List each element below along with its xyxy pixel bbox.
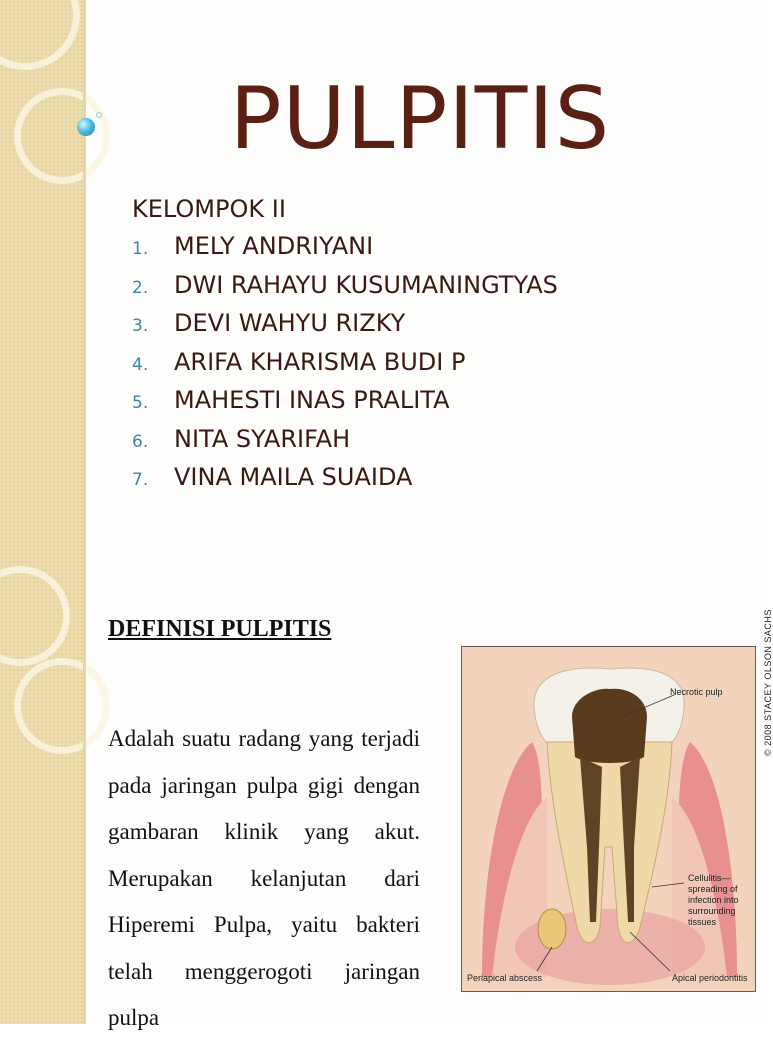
list-item: [126, 348, 558, 387]
list-item: [126, 463, 558, 502]
member-name: NITA SYARIFAH: [174, 424, 351, 453]
definition-slide: [0, 576, 768, 1030]
list-number: 6.: [132, 431, 149, 452]
member-name: MELY ANDRIYANI: [174, 232, 374, 260]
list-item: [126, 386, 558, 425]
list-item: [126, 425, 558, 464]
member-name: ARIFA KHARISMA BUDI P: [174, 347, 466, 376]
decorative-ring: [0, 0, 80, 70]
list-item: [126, 271, 558, 310]
sidebar-edge: [83, 576, 86, 1024]
label-apical-periodontitis: Apical periodontitis: [672, 973, 748, 983]
tooth-drawing: [462, 647, 757, 993]
slide-title: PULPITIS: [229, 69, 611, 169]
decorative-sidebar: [0, 576, 85, 1024]
decorative-sidebar: [0, 0, 85, 576]
list-number: 1.: [132, 239, 149, 259]
label-periapical-abscess: Periapical abscess: [467, 973, 543, 983]
list-item: [126, 309, 558, 348]
group-label: KELOMPOK II: [132, 195, 286, 223]
label-cellulitis: Cellulitis— spreading of infection into surrounding tissues: [688, 873, 739, 927]
list-number: 5.: [132, 393, 149, 413]
sidebar-edge: [83, 0, 86, 576]
bullet-bead-icon: [77, 118, 95, 136]
small-circle-icon: [96, 112, 102, 118]
decorative-ring: [14, 658, 110, 754]
label-necrotic-pulp: Necrotic pulp: [670, 687, 723, 697]
decorative-ring: [14, 88, 110, 184]
member-name: DWI RAHAYU KUSUMANINGTYAS: [174, 270, 558, 299]
list-number: 7.: [132, 470, 149, 490]
member-list: [126, 232, 558, 502]
member-name: DEVI WAHYU RIZKY: [174, 309, 406, 337]
definition-text: Adalah suatu radang yang terjadi pada jaringan pulpa gigi dengan gambaran klinik yang akut. Merupakan kelanjutan dari Hiperemi Pulpa, yaitu bakteri telah menggerogoti jaringan pulpa: [108, 726, 420, 1030]
list-number: 2.: [132, 277, 149, 298]
list-number: 3.: [132, 316, 149, 336]
pulp-chamber: [572, 689, 647, 763]
list-number: 4.: [132, 354, 149, 375]
tooth-illustration: [461, 646, 756, 992]
decorative-ring: [0, 566, 70, 666]
member-name: MAHESTI INAS PRALITA: [174, 386, 450, 414]
section-heading: DEFINISI PULPITIS: [108, 616, 332, 642]
member-name: VINA MAILA SUAIDA: [174, 463, 413, 491]
abscess: [538, 909, 566, 949]
list-item: [126, 232, 558, 271]
figure-copyright: © 2008 STACEY OLSON SACHS: [763, 609, 773, 756]
